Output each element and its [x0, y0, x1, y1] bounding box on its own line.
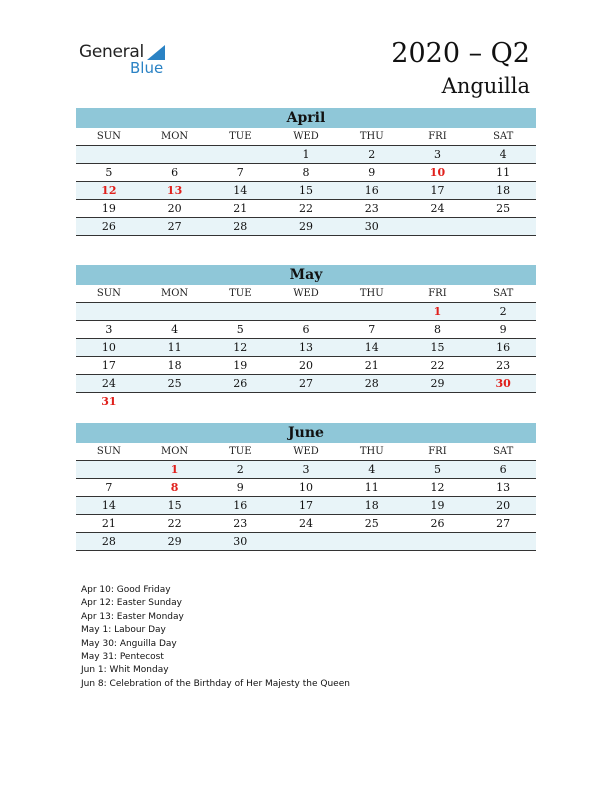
day-cell — [142, 146, 208, 163]
day-cell: 25 — [364, 517, 379, 530]
weekday-header-row — [76, 443, 536, 461]
day-cell: 27 — [167, 220, 182, 233]
day-cell: 19 — [233, 359, 248, 372]
weekday-label: SUN — [96, 446, 121, 457]
holiday-day-cell: 12 — [101, 184, 117, 197]
holiday-list — [81, 584, 350, 691]
weekday-label: MON — [160, 288, 189, 299]
day-cell: 27 — [496, 517, 511, 530]
day-cell: 6 — [302, 323, 310, 336]
holiday-day-cell: 31 — [101, 395, 117, 408]
week-row — [76, 497, 536, 515]
day-cell — [470, 218, 536, 235]
holiday-day-cell: 1 — [433, 305, 442, 318]
day-cell — [339, 303, 405, 320]
holiday-list-item: May 31: Pentecost — [81, 651, 164, 662]
day-cell: 28 — [101, 535, 116, 548]
day-cell — [273, 533, 339, 550]
day-cell: 17 — [299, 499, 314, 512]
day-cell — [470, 533, 536, 550]
day-cell: 10 — [299, 481, 314, 494]
day-cell: 15 — [430, 341, 445, 354]
week-row — [76, 461, 536, 479]
holiday-list-item: May 1: Labour Day — [81, 625, 166, 636]
weekday-label: WED — [293, 288, 319, 299]
month-header: April — [76, 108, 536, 128]
day-cell: 4 — [171, 323, 179, 336]
day-cell: 8 — [433, 323, 441, 336]
day-cell: 23 — [364, 202, 379, 215]
week-row — [76, 146, 536, 164]
day-cell: 14 — [101, 499, 116, 512]
day-cell: 25 — [496, 202, 511, 215]
month-header: May — [76, 265, 536, 285]
day-cell — [207, 303, 273, 320]
day-cell: 17 — [430, 184, 445, 197]
day-cell: 23 — [496, 359, 511, 372]
holiday-list-item: May 30: Anguilla Day — [81, 638, 177, 649]
day-cell: 20 — [496, 499, 511, 512]
weekday-label: FRI — [428, 446, 447, 457]
day-cell: 29 — [167, 535, 182, 548]
day-cell: 4 — [368, 463, 376, 476]
day-cell: 26 — [233, 377, 248, 390]
day-cell: 19 — [101, 202, 116, 215]
day-cell: 22 — [167, 517, 182, 530]
weekday-label: THU — [359, 131, 384, 142]
holiday-day-cell: 1 — [170, 463, 179, 476]
weekday-label: FRI — [428, 288, 447, 299]
logo-general-text: General — [79, 42, 144, 62]
day-cell: 5 — [236, 323, 244, 336]
day-cell — [76, 146, 142, 163]
day-cell: 30 — [364, 220, 379, 233]
day-cell: 17 — [101, 359, 116, 372]
page-title: 2020 – Q2 — [391, 38, 530, 69]
day-cell: 6 — [499, 463, 507, 476]
month-calendar-may — [76, 265, 536, 410]
weekday-label: SAT — [493, 288, 514, 299]
weekday-label: FRI — [428, 131, 447, 142]
day-cell: 26 — [430, 517, 445, 530]
day-cell: 8 — [302, 166, 310, 179]
day-cell: 20 — [299, 359, 314, 372]
day-cell: 16 — [364, 184, 379, 197]
logo-triangle-icon — [147, 45, 165, 60]
day-cell: 3 — [302, 463, 310, 476]
holiday-day-cell: 13 — [166, 184, 183, 197]
day-cell: 12 — [430, 481, 445, 494]
day-cell: 2 — [236, 463, 244, 476]
week-row — [76, 357, 536, 375]
holiday-list-item: Jun 8: Celebration of the Birthday of Her Majesty the Queen — [81, 678, 350, 689]
day-cell — [207, 146, 273, 163]
holiday-list-item: Apr 12: Easter Sunday — [81, 598, 182, 609]
weekday-label: SAT — [493, 131, 514, 142]
logo — [79, 42, 179, 82]
month-calendar-april — [76, 108, 536, 236]
day-cell: 20 — [167, 202, 182, 215]
day-cell: 22 — [299, 202, 314, 215]
week-row — [76, 393, 536, 410]
day-cell — [339, 393, 405, 410]
day-cell: 23 — [233, 517, 248, 530]
day-cell: 21 — [233, 202, 248, 215]
logo-blue-text: Blue — [130, 59, 164, 77]
weekday-label: TUE — [229, 446, 252, 457]
week-row — [76, 479, 536, 497]
day-cell: 2 — [368, 148, 376, 161]
day-cell — [405, 218, 471, 235]
weekday-label: MON — [160, 446, 189, 457]
day-cell: 13 — [496, 481, 511, 494]
holiday-day-cell: 30 — [495, 377, 511, 390]
weekday-label: TUE — [229, 288, 252, 299]
week-row — [76, 218, 536, 236]
week-row — [76, 515, 536, 533]
day-cell: 7 — [105, 481, 113, 494]
week-row — [76, 533, 536, 551]
day-cell — [339, 533, 405, 550]
month-header: June — [76, 423, 536, 443]
month-calendar-june — [76, 423, 536, 551]
day-cell — [273, 303, 339, 320]
day-cell: 5 — [433, 463, 441, 476]
day-cell: 19 — [430, 499, 445, 512]
day-cell: 14 — [364, 341, 379, 354]
week-row — [76, 375, 536, 393]
day-cell — [142, 393, 208, 410]
day-cell: 7 — [368, 323, 376, 336]
day-cell: 1 — [302, 148, 310, 161]
day-cell: 9 — [368, 166, 376, 179]
day-cell: 7 — [236, 166, 244, 179]
holiday-list-item: Jun 1: Whit Monday — [81, 665, 169, 676]
day-cell: 21 — [101, 517, 116, 530]
holiday-list-item: Apr 10: Good Friday — [81, 585, 171, 595]
day-cell: 18 — [364, 499, 379, 512]
day-cell: 15 — [167, 499, 182, 512]
day-cell: 21 — [364, 359, 379, 372]
day-cell: 22 — [430, 359, 445, 372]
day-cell: 12 — [233, 341, 248, 354]
day-cell: 3 — [105, 323, 113, 336]
day-cell — [207, 393, 273, 410]
day-cell — [273, 393, 339, 410]
weekday-label: SAT — [493, 446, 514, 457]
day-cell — [142, 303, 208, 320]
weekday-label: TUE — [229, 131, 252, 142]
day-cell: 30 — [233, 535, 248, 548]
weekday-label: MON — [160, 131, 189, 142]
day-cell: 9 — [236, 481, 244, 494]
day-cell: 24 — [101, 377, 116, 390]
day-cell: 3 — [433, 148, 441, 161]
day-cell: 16 — [496, 341, 511, 354]
day-cell: 11 — [496, 166, 511, 179]
day-cell: 4 — [499, 148, 507, 161]
week-row — [76, 182, 536, 200]
day-cell: 15 — [299, 184, 314, 197]
weekday-label: WED — [293, 446, 319, 457]
day-cell: 5 — [105, 166, 113, 179]
day-cell: 11 — [364, 481, 379, 494]
day-cell: 14 — [233, 184, 248, 197]
day-cell — [76, 303, 142, 320]
day-cell: 29 — [430, 377, 445, 390]
day-cell: 26 — [101, 220, 116, 233]
holiday-list-item: Apr 13: Easter Monday — [81, 611, 184, 622]
week-row — [76, 303, 536, 321]
week-row — [76, 339, 536, 357]
day-cell: 24 — [299, 517, 314, 530]
day-cell: 11 — [167, 341, 182, 354]
day-cell: 18 — [167, 359, 182, 372]
holiday-day-cell: 8 — [170, 481, 179, 494]
day-cell: 2 — [499, 305, 507, 318]
day-cell: 25 — [167, 377, 182, 390]
week-row — [76, 321, 536, 339]
weekday-header-row — [76, 285, 536, 303]
day-cell — [405, 393, 471, 410]
day-cell: 6 — [171, 166, 179, 179]
day-cell: 18 — [496, 184, 511, 197]
day-cell — [405, 533, 471, 550]
day-cell: 27 — [299, 377, 314, 390]
weekday-label: SUN — [96, 131, 121, 142]
holiday-day-cell: 10 — [429, 166, 446, 179]
day-cell: 24 — [430, 202, 445, 215]
week-row — [76, 164, 536, 182]
day-cell: 9 — [499, 323, 507, 336]
week-row — [76, 200, 536, 218]
day-cell: 28 — [364, 377, 379, 390]
weekday-label: SUN — [96, 288, 121, 299]
day-cell — [76, 461, 142, 478]
day-cell: 16 — [233, 499, 248, 512]
weekday-label: THU — [359, 446, 384, 457]
weekday-header-row — [76, 128, 536, 146]
day-cell — [470, 393, 536, 410]
day-cell: 28 — [233, 220, 248, 233]
day-cell: 29 — [299, 220, 314, 233]
weekday-label: THU — [359, 288, 384, 299]
day-cell: 13 — [299, 341, 314, 354]
day-cell: 10 — [101, 341, 116, 354]
weekday-label: WED — [293, 131, 319, 142]
country-name: Anguilla — [441, 74, 530, 98]
